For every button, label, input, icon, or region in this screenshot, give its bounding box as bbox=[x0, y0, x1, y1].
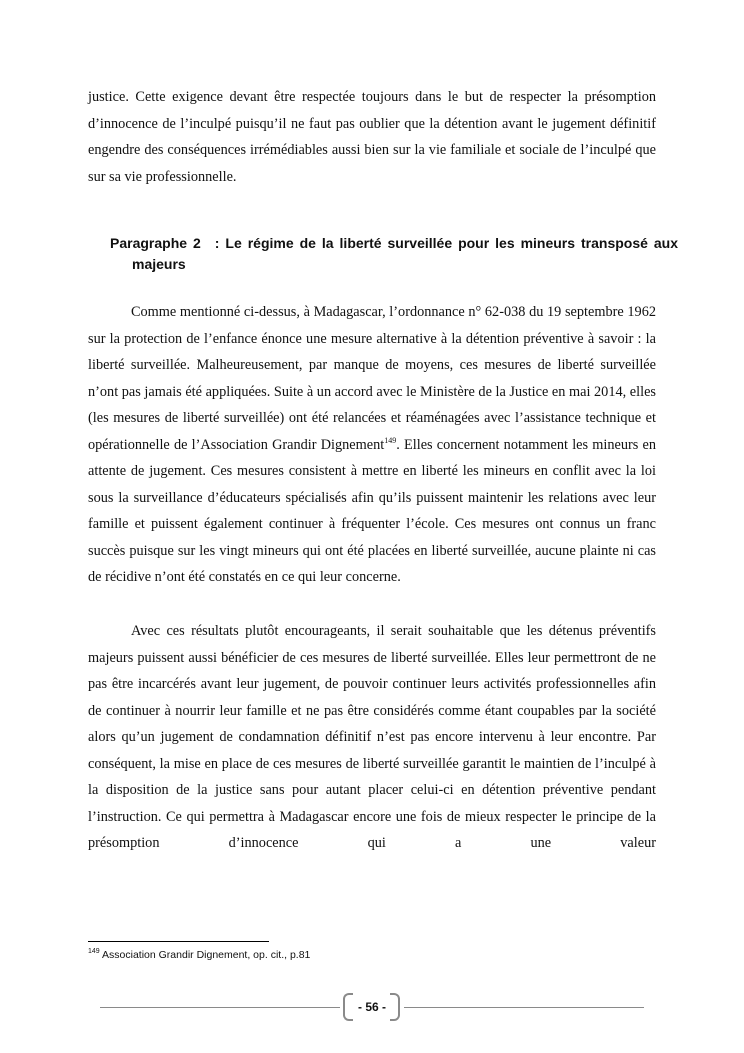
paragraph-1-text-end: . Elles concernent notamment les mineurs en attente de jugement. Ces mesures consistent à mettre en liberté les mineurs en conflit avec la loi sous la surveillance d’éducateurs spécialisés afin qu’ils puissent maintenir les relations avec leur famille et puissent également continuer à fréquenter l’école. Ces mesures ont connus un franc succès puisque sur les vingt mineurs qui ont été placées en liberté surveillée, aucune plainte ni cas de récidive n’ont été constatés en ce qui leur concerne. bbox=[88, 436, 656, 585]
footnote bbox=[88, 947, 656, 963]
intro-paragraph: justice. Cette exigence devant être respectée toujours dans le but de respecter la présomption d’innocence de l’inculpé puisqu’il ne faut pas oublier que la détention avant le jugement définitif engendre des conséquences irrémédiables aussi bien sur la vie familiale et sociale de l’inculpé que sur sa vie professionnelle. bbox=[88, 89, 656, 185]
footnote-number: 149 bbox=[88, 948, 100, 955]
paragraph-2-text: Avec ces résultats plutôt encourageants, il serait souhaitable que les détenus préventifs majeurs puissent aussi bénéficier de ces mesures de liberté surveillée. Elles leur permettront de ne pas être incarcérés avant leur jugement, de pouvoir continuer leurs activités professionnelles afin de continuer à nourrir leur famille et ne pas être considérés comme étant coupables par la société alors qu’un jugement de condamnation définitif n’est pas encore intervenu à leur encontre. Par conséquent, la mise en place de ces mesures de liberté surveillée garantit le maintien de l’inculpé à la disposition de la justice sans pour autant placer celui-ci en détention préventive pendant l’instruction. Ce qui permettra à Madagascar encore une fois de mieux respecter le principe de la présomption d’innocence qui a une valeur bbox=[88, 623, 656, 851]
page-number: - 56 - bbox=[357, 1000, 386, 1014]
body-paragraph-2 bbox=[88, 618, 656, 857]
footer-bracket-right bbox=[390, 993, 400, 1021]
footer-rule-right bbox=[404, 1007, 644, 1008]
section-heading-title: : Le régime de la liberté surveillée pour les mineurs transposé aux majeurs bbox=[132, 235, 678, 272]
section-heading-label: Paragraphe 2 bbox=[110, 235, 201, 251]
footnote-reference[interactable]: 149 bbox=[384, 435, 397, 445]
footnote-separator bbox=[88, 941, 269, 942]
section-heading bbox=[110, 233, 678, 275]
footer-rule-left bbox=[100, 1007, 340, 1008]
paragraph-1-text-start: Comme mentionné ci-dessus, à Madagascar, l’ordonnance n° 62-038 du 19 septembre 1962 sur la protection de l’enfance énonce une mesure alternative à la détention préventive à savoir : la liberté surveillée. Malheureusement, par manque de moyens, ces mesures de liberté surveillée n’ont pas jamais été appliquées. Suite à un accord avec le Ministère de la Justice en mai 2014, elles (les mesures de liberté surveillée) ont été relancées et réaménagées avec l’assistance technique et opérationnelle de l’Association Grandir Dignement bbox=[88, 304, 656, 453]
footnote-text: Association Grandir Dignement, op. cit., p.81 bbox=[99, 949, 311, 961]
body-paragraph-1 bbox=[88, 299, 656, 591]
